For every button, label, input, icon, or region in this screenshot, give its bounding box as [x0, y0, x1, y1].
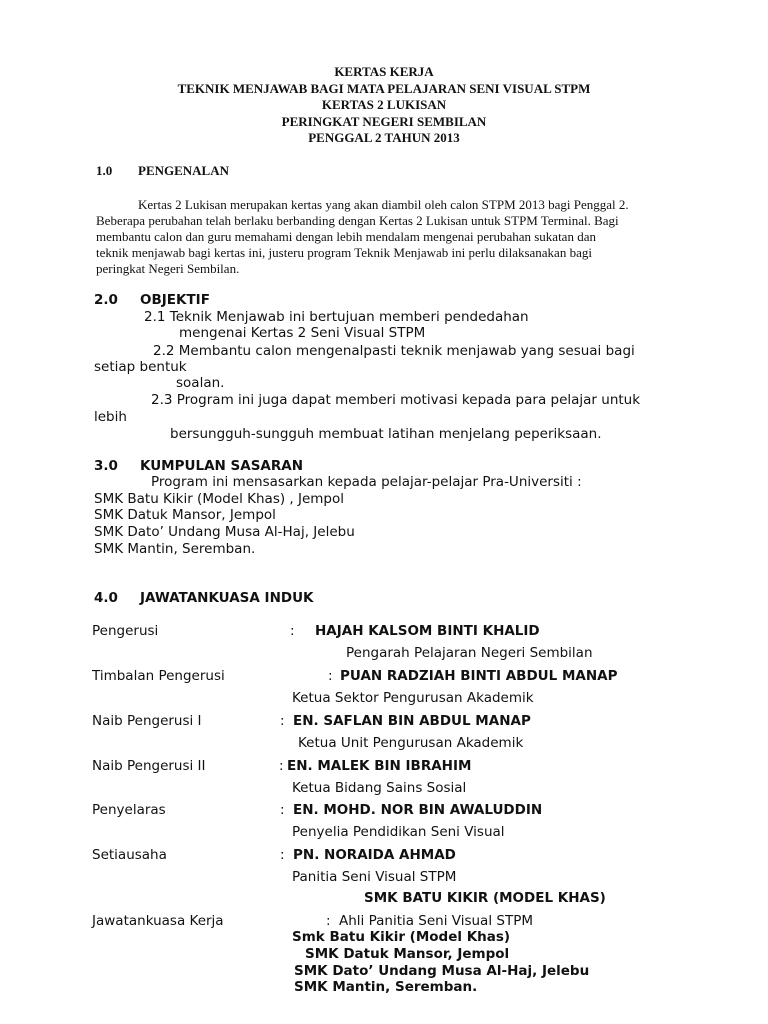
section-3-intro: Program ini mensasarkan kepada pelajar-pelajar Pra-Universiti : [151, 474, 582, 490]
section-3-heading: KUMPULAN SASARAN [140, 458, 304, 474]
objective-line: mengenai Kertas 2 Seni Visual STPM [179, 325, 426, 341]
committee-member-name: EN. MOHD. NOR BIN AWALUDDIN [293, 802, 543, 818]
committee-member-name: HAJAH KALSOM BINTI KHALID [315, 623, 540, 639]
section-1-para-line: Beberapa perubahan telah berlaku berbanding dengan Kertas 2 Lukisan untuk STPM Terminal. Bagi [96, 213, 619, 228]
committee-member-title: Penyelia Pendidikan Seni Visual [292, 824, 505, 840]
committee-member-school: SMK BATU KIKIR (MODEL KHAS) [364, 890, 606, 906]
committee-colon: : [328, 668, 333, 684]
title-line-5: PENGGAL 2 TAHUN 2013 [308, 130, 460, 145]
working-committee-school: Smk Batu Kikir (Model Khas) [292, 929, 511, 945]
committee-colon: : [290, 623, 295, 639]
objective-line: bersungguh-sungguh membuat latihan menjelang peperiksaan. [170, 426, 602, 442]
committee-member-title: Ketua Sektor Pengurusan Akademik [292, 690, 534, 706]
objective-line: setiap bentuk [94, 359, 187, 375]
section-3-number: 3.0 [94, 458, 118, 474]
section-4-number: 4.0 [94, 590, 118, 606]
committee-role: Pengerusi [92, 623, 159, 639]
section-2-heading: OBJEKTIF [140, 292, 210, 308]
committee-member-title: Ketua Unit Pengurusan Akademik [298, 735, 524, 751]
committee-role: Setiausaha [92, 847, 167, 863]
section-1-para-line: Kertas 2 Lukisan merupakan kertas yang akan diambil oleh calon STPM 2013 bagi Penggal 2. [138, 197, 629, 212]
committee-member-name: PUAN RADZIAH BINTI ABDUL MANAP [340, 668, 618, 684]
target-school: SMK Batu Kikir (Model Khas) , Jempol [94, 491, 345, 507]
title-line-2: TEKNIK MENJAWAB BAGI MATA PELAJARAN SENI VISUAL STPM [177, 81, 591, 96]
committee-colon: : [326, 913, 331, 929]
objective-line: 2.1 Teknik Menjawab ini bertujuan memberi pendedahan [144, 309, 529, 325]
working-committee-school: SMK Mantin, Seremban. [294, 979, 478, 995]
section-2-number: 2.0 [94, 292, 118, 308]
section-1-number: 1.0 [96, 163, 113, 178]
title-line-4: PERINGKAT NEGERI SEMBILAN [281, 114, 487, 129]
section-4-heading: JAWATANKUASA INDUK [140, 590, 314, 606]
working-committee-school: SMK Dato’ Undang Musa Al-Haj, Jelebu [294, 963, 590, 979]
target-school: SMK Mantin, Seremban. [94, 541, 256, 557]
title-line-3: KERTAS 2 LUKISAN [321, 97, 447, 112]
target-school: SMK Datuk Mansor, Jempol [94, 507, 276, 523]
committee-member-name: EN. SAFLAN BIN ABDUL MANAP [293, 713, 531, 729]
committee-member-title: Pengarah Pelajaran Negeri Sembilan [346, 645, 593, 661]
committee-role: Timbalan Pengerusi [92, 668, 225, 684]
section-1-para-line: teknik menjawab bagi kertas ini, justeru program Teknik Menjawab ini perlu dilaksanakan bagi [96, 245, 592, 260]
committee-member-title: Ahli Panitia Seni Visual STPM [339, 913, 533, 929]
committee-member-name: EN. MALEK BIN IBRAHIM [287, 758, 472, 774]
committee-colon: : [280, 802, 285, 818]
objective-line: soalan. [176, 375, 225, 391]
objective-line: 2.3 Program ini juga dapat memberi motivasi kepada para pelajar untuk [151, 392, 641, 408]
section-1-para-line: membantu calon dan guru memahami dengan lebih mendalam mengenai perubahan sukatan dan [96, 229, 596, 244]
committee-member-title: Ketua Bidang Sains Sosial [292, 780, 467, 796]
committee-colon: : [279, 758, 284, 774]
objective-line: 2.2 Membantu calon mengenalpasti teknik menjawab yang sesuai bagi [153, 343, 635, 359]
committee-role: Penyelaras [92, 802, 166, 818]
committee-member-title: Panitia Seni Visual STPM [292, 869, 457, 885]
section-1-para-line: peringkat Negeri Sembilan. [96, 261, 240, 276]
objective-line: lebih [94, 409, 127, 425]
section-1-heading: PENGENALAN [138, 163, 230, 178]
committee-colon: : [280, 713, 285, 729]
committee-member-name: PN. NORAIDA AHMAD [293, 847, 456, 863]
target-school: SMK Dato’ Undang Musa Al-Haj, Jelebu [94, 524, 355, 540]
title-line-1: KERTAS KERJA [334, 64, 434, 79]
working-committee-school: SMK Datuk Mansor, Jempol [305, 946, 510, 962]
committee-role: Naib Pengerusi II [92, 758, 206, 774]
committee-role: Naib Pengerusi I [92, 713, 202, 729]
committee-role: Jawatankuasa Kerja [92, 913, 224, 929]
committee-colon: : [280, 847, 285, 863]
